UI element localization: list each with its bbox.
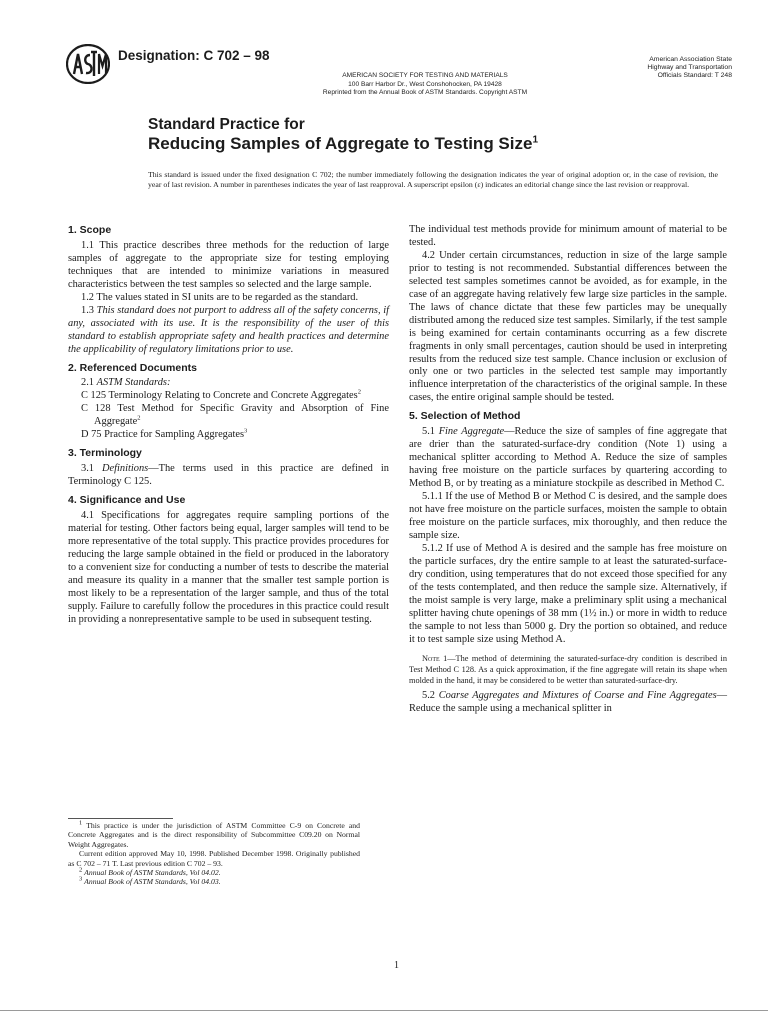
paragraph-5-1-2: 5.1.2 If use of Method A is desired and the sample has free moisture on the particle surfaces, dry the entire sample to at least the saturated-surface-dry condition, using temperatures that do not exceed those specified for any of the tests contemplated, and then reduce the sample size. Alternatively, if the moist sample is very large, make a preliminary split using a mechanical splitter having chute openings of 38 mm (1½ in.) or more in width to reduce the sample to not less than 5000 g. Dry the portion so obtained, and reduce it to test sample size using Method A. [409,542,727,645]
footnote-text: Current edition approved May 10, 1998. Published December 1998. Originally published as C 702 – 71 T. Last previous edition C 702 – 93. [68,849,360,868]
paragraph-4-1: 4.1 Specifications for aggregates require sampling portions of the material for testing. Other factors being equal, larger samples will tend to be more representative of the total supply. This practice provides procedures for reducing the large sample obtained in the field or produced in the laboratory to a convenient size for conducting a number of tests to describe the material and measure its quality in a manner that the smaller test sample portion is most likely to be a representation of the larger sample, and thus of the total supply. Failure to carefully follow the procedures in this practice could result in providing a nonrepresentative sample to be used in subsequent testing. [68,510,389,625]
designation: Designation: C 702 – 98 [118,48,270,63]
publisher-block [250,72,600,98]
title-text: Reducing Samples of Aggregate to Testing Size [148,134,533,153]
note-label: Note 1 [422,653,448,663]
association-block [572,56,732,80]
page-number: 1 [394,960,399,971]
reference-item [81,390,389,403]
right-column [409,224,727,716]
footnotes [68,821,360,887]
paragraph-1-3 [68,305,389,357]
issuance-notice: This standard is issued under the fixed designation C 702; the number immediately following the designation indicates the year of original adoption or, in the case of revision, the year of last revision. A number in parentheses indicates the year of last reapproval. A superscript epsilon (ε) indicates an editorial change since the last revision or reapproval. [148,170,718,190]
section-heading-selection: 5. Selection of Method [409,410,521,423]
paragraph-1-2: 1.2 The values stated in SI units are to be regarded as the standard. [81,291,359,303]
footnote-text: This practice is under the jurisdiction of ASTM Committee C-9 on Concrete and Concrete Aggregates and is the direct responsibility of Subcommittee C09.20 on Normal Weight Aggregates. [68,821,360,849]
document-title [148,134,538,154]
paragraph-text: —Reduce the size of samples of fine aggregate that are drier than the saturated-surface-dry condition (Note 1) using a mechanical splitter according to Method A. Reduce the size of samples having free moisture on the particle surfaces by quartering according to Method B, or by treating as a miniature stockpile as described in Method C. [409,426,727,490]
footnote [68,877,360,886]
publisher-reprint: Reprinted from the Annual Book of ASTM Standards. Copyright ASTM [322,89,528,97]
reference-text: C 125 Terminology Relating to Concrete and Concrete Aggregates [81,390,358,402]
section-heading-referenced-documents: 2. Referenced Documents [68,361,197,374]
footnote-text: Annual Book of ASTM Standards, Vol 04.03. [84,877,221,887]
section-heading-terminology: 3. Terminology [68,447,142,460]
publisher-name: AMERICAN SOCIETY FOR TESTING AND MATERIALS [342,72,508,79]
note-text: —The method of determining the saturated-surface-dry condition is described in Test Method C 128. As a quick approximation, if the fine aggregate will retain its shape when molded in the hand, it may be considered to be wetter than saturated-surface-dry. [409,653,727,686]
reference-item [81,429,389,442]
left-column [68,224,389,627]
safety-statement: This standard does not purport to address all of the safety concerns, if any, associated with its use. It is the responsibility of the user of this standard to establish appropriate safety and health practices and determine the applicability of regulatory limitations prior to use. [68,304,389,355]
term: Coarse Aggregates and Mixtures of Coarse and Fine Aggregates [438,690,717,702]
footnote-ref: 2 [357,388,361,396]
paragraph-text: —Reduce the sample using a mechanical splitter in [409,690,728,715]
section-heading-significance: 4. Significance and Use [68,494,186,507]
paragraph-5-2 [409,690,727,716]
footnote-text: Annual Book of ASTM Standards, Vol 04.02. [84,868,221,878]
paragraph-text: —The terms used in this practice are defined in Terminology C 125. [68,463,389,488]
footnote-marker: 3 [79,875,83,883]
footnote-marker: 2 [79,866,83,874]
reference-text: C 128 Test Method for Specific Gravity and Absorption of Fine Aggregate [81,403,389,428]
title-line-1: Standard Practice for [148,116,305,133]
section-heading-scope: 1. Scope [68,224,112,236]
paragraph-number: 1.3 [81,304,94,316]
reference-item [81,403,389,429]
footnote-ref: 2 [137,414,141,422]
footnote-ref: 3 [244,427,248,435]
paragraph-number: 2.1 [81,377,94,389]
association-line: American Association State [649,56,732,63]
paragraph-1-1: 1.1 This practice describes three methods for the reduction of large samples of aggregate to the appropriate size for testing employing techniques that are intended to minimize variations in measured characteristics between the test samples so selected and the large sample. [68,239,389,290]
association-line: Highway and Transportation [647,64,732,71]
reference-text: D 75 Practice for Sampling Aggregates [81,429,245,441]
paragraph-4-2: 4.2 Under certain circumstances, reduction in size of the large sample prior to testing is not recommended. Substantial differences between the selected test samples sometimes cannot be avoided, as for example, in the case of an aggregate having relatively few large size particles in the sample. The laws of chance dictate that these few particles may be unequally distributed among the reduced size test samples. Similarly, if the test sample is being examined for certain contaminants occurring as a few discrete fragments in only small percentages, caution should be used in interpreting results from the reduced size test sample. Chance inclusion or exclusion of only one or two particles in the selected test sample may importantly influence interpretation of the characteristics of the original sample. In these cases, the entire original sample should be tested. [409,249,727,404]
association-line: Officials Standard: T 248 [657,72,732,79]
astm-standards-label: ASTM Standards: [96,377,171,389]
paragraph-4-1-continued: The individual test methods provide for minimum amount of material to be tested. [409,224,727,248]
note-1 [409,653,727,687]
paragraph-5-1 [409,426,727,491]
footnote [68,821,360,849]
paragraph-2-1 [68,377,389,390]
paragraph-3-1 [68,463,389,489]
title-footnote-ref: 1 [532,134,539,146]
page-bottom-rule [0,1010,768,1011]
astm-logo [66,44,110,84]
footnote [68,849,360,868]
reference-list [81,390,389,442]
footnote-divider [68,818,173,819]
paragraph-number: 3.1 [81,463,94,475]
paragraph-5-1-1: 5.1.1 If the use of Method B or Method C is desired, and the sample does not have free moisture on the particle surfaces, moisten the sample to obtain free moisture on the particle surfaces, mix thoroughly, and then reduce the sample size. [409,491,727,541]
footnote-marker: 1 [79,819,83,827]
paragraph-number: 5.2 [422,690,435,702]
term: Definitions [102,463,149,475]
term: Fine Aggregate [438,426,505,438]
paragraph-number: 5.1 [422,426,435,438]
publisher-address: 100 Barr Harbor Dr., West Conshohocken, PA 19428 [348,80,502,88]
